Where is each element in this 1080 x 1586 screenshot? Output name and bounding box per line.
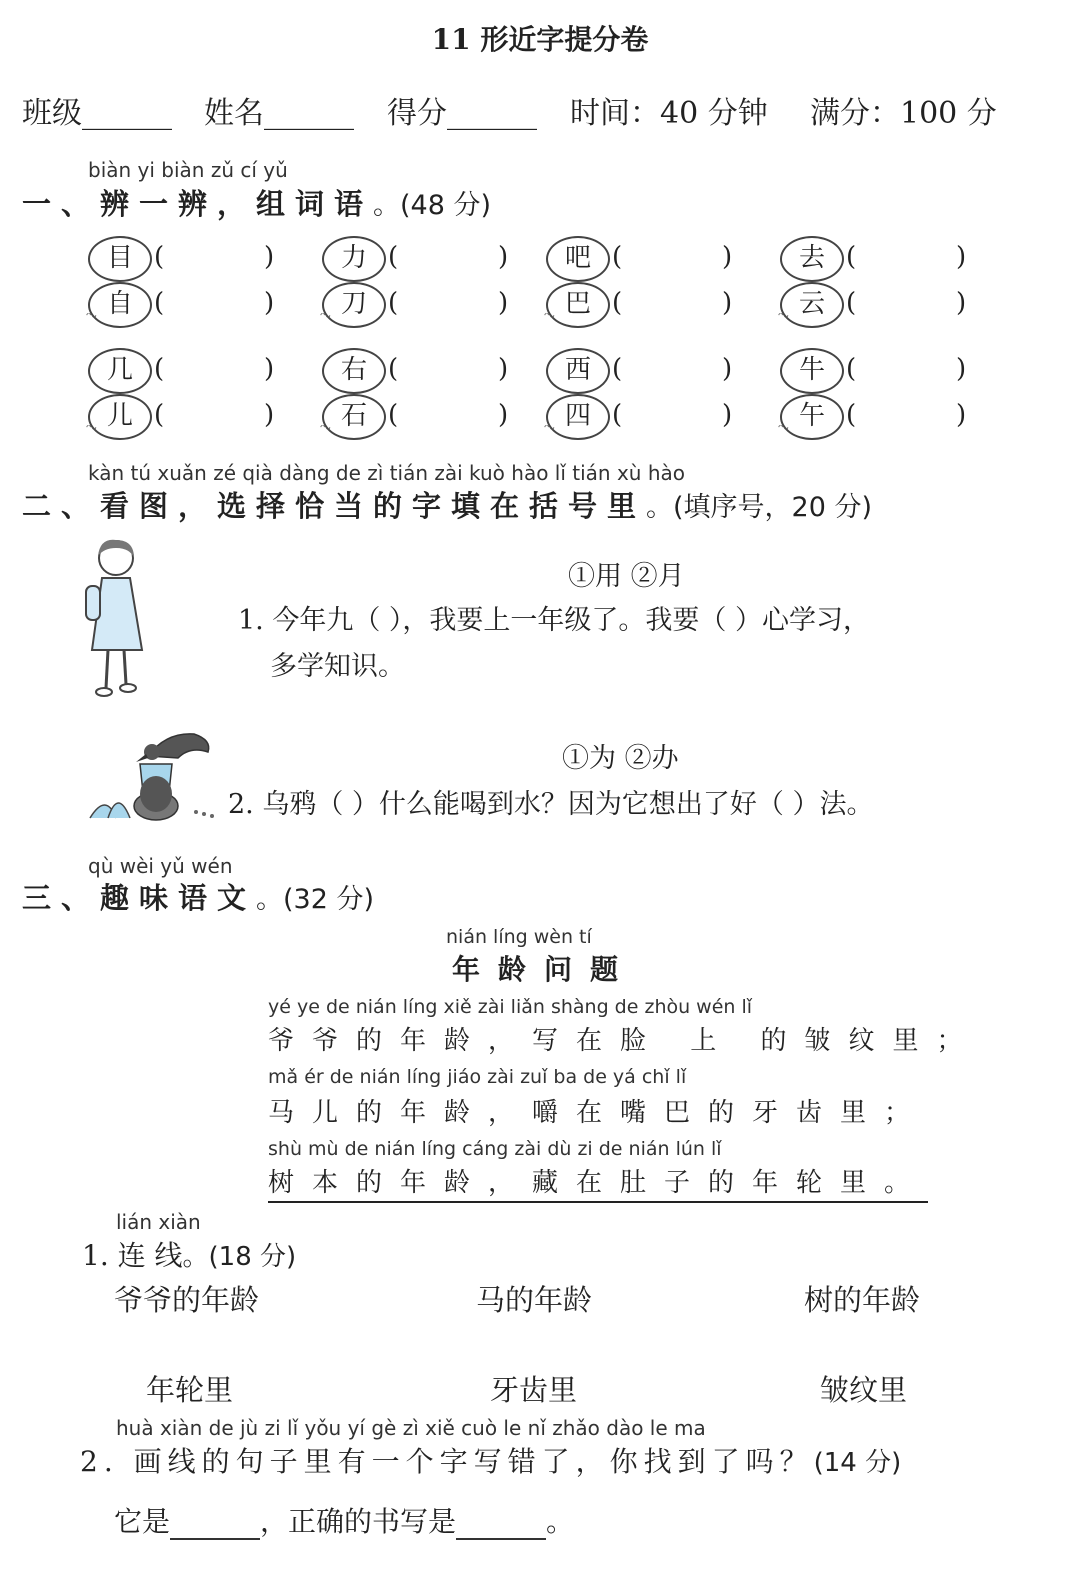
- poem-line1-pinyin: yé ye de nián líng xiě zài liǎn shàng de zhòu wén lǐ: [268, 996, 753, 1018]
- bubble-tail-icon: ᵔᵕ: [320, 310, 331, 326]
- bubble-tail-icon: ᵔᵕ: [778, 310, 789, 326]
- char-bubble: 石: [322, 394, 386, 440]
- match-top-1[interactable]: 爷爷的年龄: [114, 1283, 260, 1317]
- q1-line2: 多学知识。: [270, 651, 405, 682]
- answer-middle: ，正确的书写是: [260, 1505, 457, 1538]
- paren-close: ): [722, 354, 733, 384]
- paren-close: ): [264, 242, 275, 272]
- paren-close: ): [956, 400, 967, 430]
- paren-close: ): [956, 242, 967, 272]
- poem-title-pinyin: nián líng wèn tí: [446, 926, 592, 948]
- word-answer-field[interactable]: [626, 288, 718, 320]
- answer-prefix: 它是: [114, 1505, 171, 1538]
- poem-line2: 马儿的年龄，嚼在嘴巴的牙齿里；: [268, 1098, 929, 1128]
- paren-open: (: [846, 288, 857, 318]
- word-answer-field[interactable]: [168, 400, 260, 432]
- girl-illustration: [80, 532, 150, 700]
- section2-pinyin: kàn tú xuǎn zé qià dàng de zì tián zài kuò hào lǐ tián xù hào: [88, 461, 685, 485]
- q2-line1: 2. 乌鸦（ ）什么能喝到水？因为它想出了好（ ）法。: [228, 789, 874, 820]
- char-bubble: 目: [88, 236, 152, 282]
- paren-close: ): [264, 400, 275, 430]
- s3q2-heading: [80, 1440, 901, 1480]
- bubble-tail-icon: ᵔᵕ: [778, 422, 789, 438]
- paren-open: (: [846, 242, 857, 272]
- section3-points: 。(32 分): [256, 884, 375, 915]
- section1-pinyin: biàn yi biàn zǔ cí yǔ: [88, 158, 288, 182]
- match-bottom-2[interactable]: 牙齿里: [490, 1373, 578, 1407]
- char-bubble: 右: [322, 348, 386, 394]
- paren-open: (: [612, 288, 623, 318]
- s3q1-title: 1. 连 线: [82, 1239, 183, 1272]
- section1-title: 一、辨一辨，组词语: [22, 187, 374, 221]
- word-answer-field[interactable]: [860, 288, 952, 320]
- paren-close: ): [722, 242, 733, 272]
- paren-close: ): [498, 242, 509, 272]
- paren-open: (: [612, 242, 623, 272]
- paren-open: (: [154, 242, 165, 272]
- q1-line1: 1. 今年九（ ），我要上一年级了。我要（ ）心学习，: [238, 605, 871, 636]
- char-bubble: 吧: [546, 236, 610, 282]
- s3q1-heading: [82, 1234, 296, 1274]
- paren-close: ): [264, 288, 275, 318]
- paren-close: ): [722, 288, 733, 318]
- word-answer-field[interactable]: [860, 242, 952, 274]
- paren-close: ): [498, 288, 509, 318]
- match-top-3[interactable]: 树的年龄: [804, 1283, 921, 1317]
- match-bottom-1[interactable]: 年轮里: [146, 1373, 234, 1407]
- section3-title: 三、趣味语文: [22, 881, 257, 915]
- char-bubble: 自: [88, 282, 152, 328]
- poem-line3-pinyin: shù mù de nián líng cáng zài dù zi de nián lún lǐ: [268, 1138, 722, 1160]
- q2-options: ①为 ②办: [562, 743, 679, 774]
- poem-line3-underlined: 树本的年龄，藏在肚子的年轮里。: [268, 1162, 928, 1203]
- s3q1-points: 。(18 分): [182, 1242, 297, 1272]
- score-field[interactable]: 得分______: [387, 96, 537, 131]
- paren-close: ): [264, 354, 275, 384]
- word-answer-field[interactable]: [168, 354, 260, 386]
- poem-line1: 爷爷的年龄，写在脸 上 的皱纹里；: [268, 1026, 981, 1056]
- s3q2-answer-line: [114, 1500, 574, 1540]
- word-answer-field[interactable]: [168, 242, 260, 274]
- char-bubble: 牛: [780, 348, 844, 394]
- paren-open: (: [154, 354, 165, 384]
- char-bubble: 去: [780, 236, 844, 282]
- word-answer-field[interactable]: [626, 400, 718, 432]
- page-title: 11 形近字提分卷: [431, 23, 649, 56]
- paren-open: (: [612, 354, 623, 384]
- word-answer-field[interactable]: [626, 354, 718, 386]
- paren-open: (: [388, 400, 399, 430]
- char-bubble: 刀: [322, 282, 386, 328]
- paren-open: (: [388, 242, 399, 272]
- bubble-tail-icon: ᵔᵕ: [320, 422, 331, 438]
- word-answer-field[interactable]: [402, 288, 494, 320]
- time-label: 时间：40 分钟: [570, 96, 768, 131]
- correct-char-blank[interactable]: [456, 1514, 546, 1540]
- q1-options: ①用 ②月: [568, 561, 685, 592]
- poem-line2-pinyin: mǎ ér de nián líng jiáo zài zuǐ ba de yá chǐ lǐ: [268, 1066, 687, 1088]
- char-bubble: 巴: [546, 282, 610, 328]
- wrong-char-blank[interactable]: [170, 1514, 260, 1540]
- paren-close: ): [722, 400, 733, 430]
- paren-close: ): [498, 354, 509, 384]
- full-score-label: 满分：100 分: [810, 96, 997, 131]
- match-bottom-3[interactable]: 皱纹里: [820, 1373, 908, 1407]
- s3q1-pinyin: lián xiàn: [116, 1210, 201, 1234]
- bubble-tail-icon: ᵔᵕ: [86, 422, 97, 438]
- word-answer-field[interactable]: [402, 354, 494, 386]
- char-bubble: 午: [780, 394, 844, 440]
- s3q2-title: 2. 画线的句子里有一个字写错了，你找到了吗？: [80, 1445, 814, 1478]
- char-bubble: 力: [322, 236, 386, 282]
- paren-open: (: [846, 400, 857, 430]
- paren-open: (: [154, 288, 165, 318]
- bubble-tail-icon: ᵔᵕ: [544, 422, 555, 438]
- section1-heading: [22, 182, 491, 223]
- char-bubble: 云: [780, 282, 844, 328]
- char-bubble: 几: [88, 348, 152, 394]
- section2-title: 二、看图，选择恰当的字填在括号里: [22, 489, 647, 523]
- word-answer-field[interactable]: [860, 400, 952, 432]
- section2-heading: [22, 484, 872, 525]
- bubble-tail-icon: ᵔᵕ: [86, 310, 97, 326]
- word-answer-field[interactable]: [168, 288, 260, 320]
- answer-suffix: 。: [546, 1505, 575, 1538]
- word-answer-field[interactable]: [402, 242, 494, 274]
- section3-pinyin: qù wèi yǔ wén: [88, 854, 233, 878]
- bubble-tail-icon: ᵔᵕ: [544, 310, 555, 326]
- match-top-2[interactable]: 马的年龄: [476, 1283, 593, 1317]
- poem-title: 年龄问题: [452, 953, 637, 986]
- section2-points: 。(填序号，20 分): [646, 492, 873, 523]
- char-bubble: 儿: [88, 394, 152, 440]
- s3q2-pinyin: huà xiàn de jù zi lǐ yǒu yí gè zì xiě cuò le nǐ zhǎo dào le ma: [116, 1416, 706, 1440]
- word-answer-field[interactable]: [402, 400, 494, 432]
- paren-open: (: [388, 354, 399, 384]
- section3-heading: [22, 876, 374, 917]
- class-field[interactable]: 班级______: [22, 96, 172, 131]
- paren-open: (: [846, 354, 857, 384]
- paren-close: ): [956, 288, 967, 318]
- s3q2-points: (14 分): [813, 1448, 902, 1478]
- crow-pitcher-illustration: [86, 722, 226, 826]
- paren-close: ): [498, 400, 509, 430]
- char-bubble: 西: [546, 348, 610, 394]
- word-answer-field[interactable]: [860, 354, 952, 386]
- char-bubble: 四: [546, 394, 610, 440]
- paren-close: ): [956, 354, 967, 384]
- paren-open: (: [388, 288, 399, 318]
- paren-open: (: [154, 400, 165, 430]
- word-answer-field[interactable]: [626, 242, 718, 274]
- name-field[interactable]: 姓名______: [204, 96, 354, 131]
- paren-open: (: [612, 400, 623, 430]
- section1-points: 。(48 分): [373, 190, 492, 221]
